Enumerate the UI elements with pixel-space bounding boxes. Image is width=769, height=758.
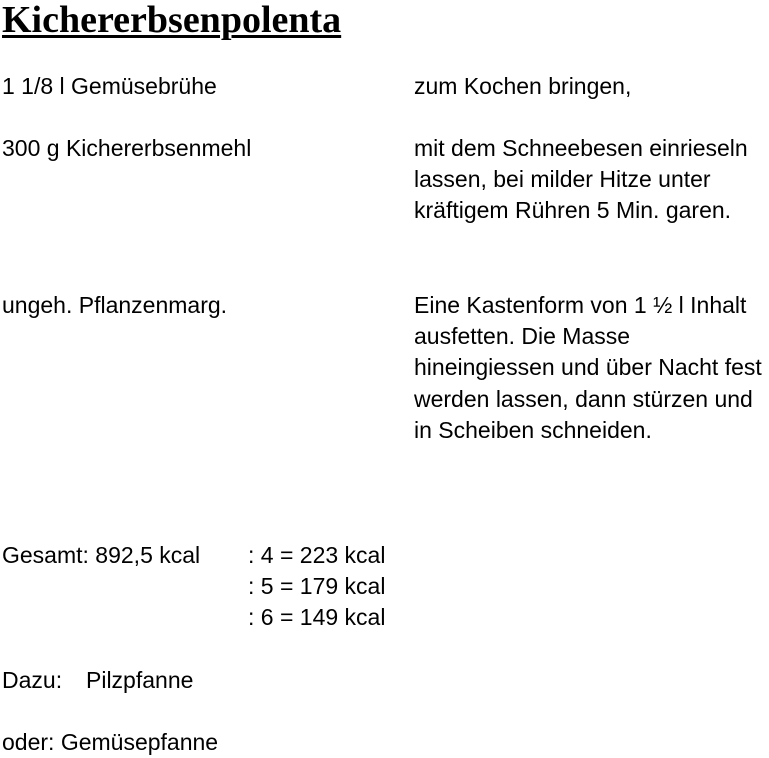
nutrition-portion-6: : 6 = 149 kcal bbox=[248, 604, 386, 630]
instruction-mould-and-slice: Eine Kastenform von 1 ½ l Inhalt ausfetten. Die Masse hineingiessen und über Nacht fest werden lassen, dann stürzen und in Scheiben schneiden. bbox=[414, 292, 762, 443]
serve-with-alternative: oder: Gemüsepfanne bbox=[2, 729, 219, 755]
ingredient-vegetable-broth: 1 1/8 l Gemüsebrühe bbox=[2, 73, 217, 99]
ingredient-chickpea-flour: 300 g Kichererbsenmehl bbox=[2, 135, 252, 161]
instruction-whisk-in: mit dem Schneebesen einrieseln lassen, bei milder Hitze unter kräftigem Rühren 5 Min. garen. bbox=[414, 135, 748, 224]
nutrition-total: Gesamt: 892,5 kcal bbox=[2, 542, 201, 568]
instruction-bring-to-boil: zum Kochen bringen, bbox=[414, 73, 632, 99]
serve-with-label: Dazu: bbox=[2, 667, 63, 693]
nutrition-portion-5: : 5 = 179 kcal bbox=[248, 573, 386, 599]
recipe-title: Kichererbsenpolenta bbox=[2, 0, 342, 41]
ingredient-margarine: ungeh. Pflanzenmarg. bbox=[2, 292, 228, 318]
serve-with-option: Pilzpfanne bbox=[86, 667, 194, 693]
nutrition-portion-4: : 4 = 223 kcal bbox=[248, 542, 386, 568]
